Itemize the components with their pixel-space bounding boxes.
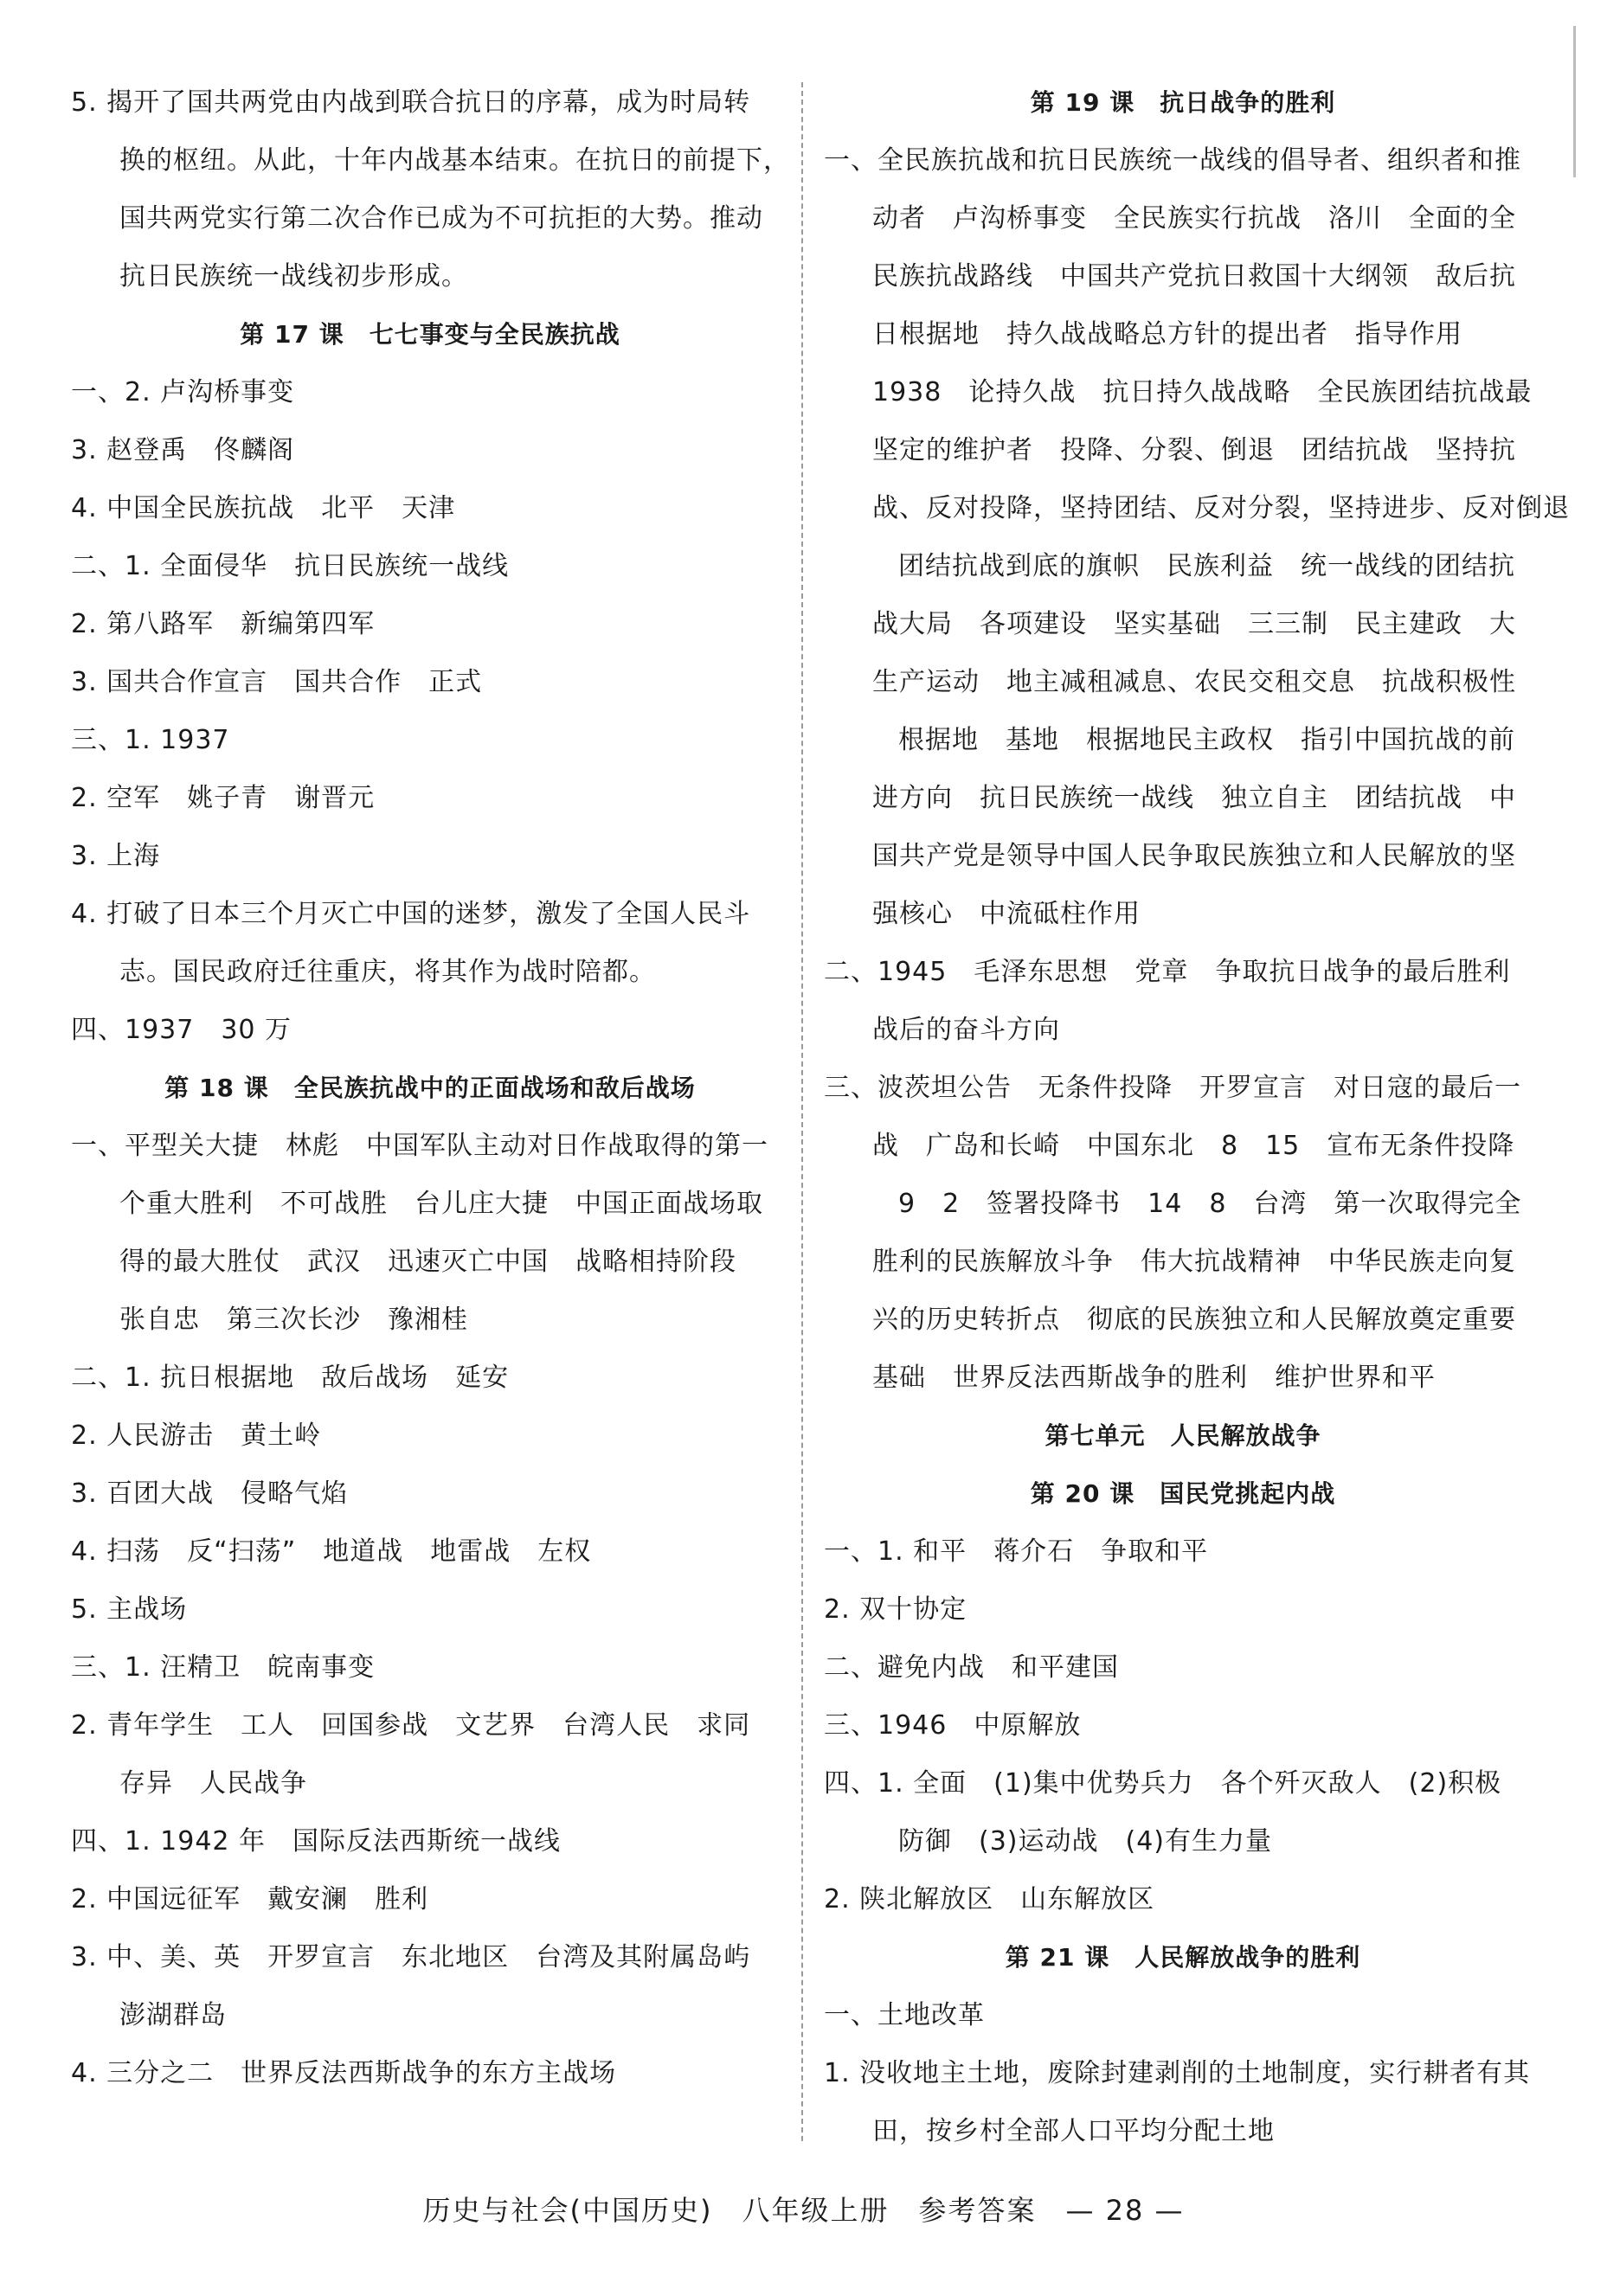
answer-line: 2. 双十协定 (824, 1594, 967, 1625)
answer-line: 一、平型关大捷 林彪 中国军队主动对日作战取得的第一 (71, 1131, 768, 1161)
lesson-heading: 第七单元 人民解放战争 (1045, 1421, 1321, 1450)
answer-line: 4. 扫荡 反“扫荡” 地道战 地雷战 左权 (71, 1536, 592, 1567)
answer-line: 三、1946 中原解放 (824, 1710, 1082, 1741)
answer-line: 一、土地改革 (824, 2000, 985, 2030)
lesson-heading: 第 21 课 人民解放战争的胜利 (1005, 1943, 1361, 1972)
answer-line: 3. 中、美、英 开罗宣言 东北地区 台湾及其附属岛屿 (71, 1942, 751, 1972)
answer-line: 澎湖群岛 (119, 2000, 227, 2030)
left-column (71, 74, 789, 2102)
answer-line: 田，按乡村全部人口平均分配土地 (872, 2116, 1275, 2146)
right-column (824, 74, 1570, 2160)
answer-line: 1938 论持久战 抗日持久战战略 全民族团结抗战最 (872, 377, 1533, 407)
answer-line: 兴的历史转折点 彻底的民族独立和人民解放奠定重要 (872, 1305, 1516, 1335)
answer-line: 3. 赵登禹 佟麟阁 (71, 435, 295, 465)
answer-line: 一、2. 卢沟桥事变 (71, 377, 295, 407)
answer-line: 团结抗战到底的旗帜 民族利益 统一战线的团结抗 (898, 551, 1515, 581)
answer-line: 三、1. 1937 (71, 725, 230, 755)
answer-line: 二、1. 全面侵华 抗日民族统一战线 (71, 551, 510, 581)
answer-line: 2. 青年学生 工人 回国参战 文艺界 台湾人民 求同 (71, 1710, 751, 1741)
answer-line: 四、1. 全面 (1)集中优势兵力 各个歼灭敌人 (2)积极 (824, 1768, 1502, 1799)
answer-line: 胜利的民族解放斗争 伟大抗战精神 中华民族走向复 (872, 1247, 1516, 1277)
answer-line: 三、1. 汪精卫 皖南事变 (71, 1652, 376, 1683)
answer-line: 2. 空军 姚子青 谢晋元 (71, 783, 376, 813)
answer-line: 战大局 各项建设 坚实基础 三三制 民主建政 大 (872, 609, 1516, 639)
answer-line: 动者 卢沟桥事变 全民族实行抗战 洛川 全面的全 (872, 203, 1516, 234)
lesson-heading: 第 18 课 全民族抗战中的正面战场和敌后战场 (164, 1074, 696, 1102)
answer-line: 1. 没收地主土地，废除封建剥削的土地制度，实行耕者有其 (824, 2058, 1531, 2088)
lesson-heading: 第 19 课 抗日战争的胜利 (1030, 88, 1336, 117)
answer-line: 3. 百团大战 侵略气焰 (71, 1478, 349, 1509)
answer-line: 一、全民族抗战和抗日民族统一战线的倡导者、组织者和推 (824, 145, 1521, 176)
answer-line: 2. 人民游击 黄土岭 (71, 1421, 322, 1451)
answer-line: 二、1945 毛泽东思想 党章 争取抗日战争的最后胜利 (824, 957, 1511, 987)
answer-line: 民族抗战路线 中国共产党抗日救国十大纲领 敌后抗 (872, 261, 1516, 292)
answer-line: 战后的奋斗方向 (872, 1015, 1060, 1045)
answer-line: 换的枢纽。从此，十年内战基本结束。在抗日的前提下， (119, 145, 790, 176)
lesson-heading: 第 20 课 国民党挑起内战 (1030, 1479, 1336, 1508)
answer-line: 三、波茨坦公告 无条件投降 开罗宣言 对日寇的最后一 (824, 1073, 1521, 1103)
answer-line: 根据地 基地 根据地民主政权 指引中国抗战的前 (898, 725, 1515, 755)
answer-line: 2. 中国远征军 戴安澜 胜利 (71, 1884, 429, 1914)
answer-line: 防御 (3)运动战 (4)有生力量 (898, 1826, 1272, 1857)
answer-line: 战 广岛和长崎 中国东北 8 15 宣布无条件投降 (872, 1131, 1515, 1161)
page-footer: 历史与社会(中国历史) 八年级上册 参考答案 — 28 — (422, 2194, 1185, 2227)
answer-line: 日根据地 持久战战略总方针的提出者 指导作用 (872, 319, 1462, 350)
answer-line: 进方向 抗日民族统一战线 独立自主 团结抗战 中 (872, 783, 1516, 813)
answer-line: 得的最大胜仗 武汉 迅速灭亡中国 战略相持阶段 (119, 1247, 736, 1277)
answer-line: 个重大胜利 不可战胜 台儿庄大捷 中国正面战场取 (119, 1189, 763, 1219)
answer-line: 国共产党是领导中国人民争取民族独立和人民解放的坚 (872, 841, 1516, 871)
answer-line: 2. 陕北解放区 山东解放区 (824, 1884, 1155, 1914)
page-edge-mark (1573, 26, 1576, 177)
answer-line: 坚定的维护者 投降、分裂、倒退 团结抗战 坚持抗 (872, 435, 1516, 465)
answer-line: 四、1937 30 万 (71, 1015, 292, 1045)
answer-line: 张自忠 第三次长沙 豫湘桂 (119, 1305, 468, 1335)
answer-line: 国共两党实行第二次合作已成为不可抗拒的大势。推动 (119, 203, 763, 234)
column-divider (801, 82, 803, 2141)
answer-line: 3. 国共合作宣言 国共合作 正式 (71, 667, 483, 697)
answer-line: 强核心 中流砥柱作用 (872, 899, 1141, 929)
answer-line: 基础 世界反法西斯战争的胜利 维护世界和平 (872, 1363, 1436, 1393)
answer-line: 生产运动 地主减租减息、农民交租交息 抗战积极性 (872, 667, 1516, 697)
answer-line: 二、1. 抗日根据地 敌后战场 延安 (71, 1363, 510, 1393)
lesson-heading: 第 17 课 七七事变与全民族抗战 (240, 320, 620, 349)
answer-line: 5. 主战场 (71, 1594, 188, 1625)
answer-line: 抗日民族统一战线初步形成。 (119, 261, 468, 292)
answer-line: 战、反对投降，坚持团结、反对分裂，坚持进步、反对倒退 (872, 493, 1570, 523)
answer-line: 5. 揭开了国共两党由内战到联合抗日的序幕，成为时局转 (71, 87, 751, 118)
answer-line: 3. 上海 (71, 841, 161, 871)
answer-line: 一、1. 和平 蒋介石 争取和平 (824, 1536, 1209, 1567)
answer-line: 二、避免内战 和平建国 (824, 1652, 1119, 1683)
answer-line: 志。国民政府迁往重庆，将其作为战时陪都。 (119, 957, 656, 987)
answer-line: 4. 三分之二 世界反法西斯战争的东方主战场 (71, 2058, 617, 2088)
answer-line: 2. 第八路军 新编第四军 (71, 609, 376, 639)
answer-line: 9 2 签署投降书 14 8 台湾 第一次取得完全 (898, 1189, 1522, 1219)
answer-line: 4. 打破了日本三个月灭亡中国的迷梦，激发了全国人民斗 (71, 899, 751, 929)
answer-line: 四、1. 1942 年 国际反法西斯统一战线 (71, 1826, 562, 1857)
answer-line: 存异 人民战争 (119, 1768, 307, 1799)
answer-line: 4. 中国全民族抗战 北平 天津 (71, 493, 456, 523)
